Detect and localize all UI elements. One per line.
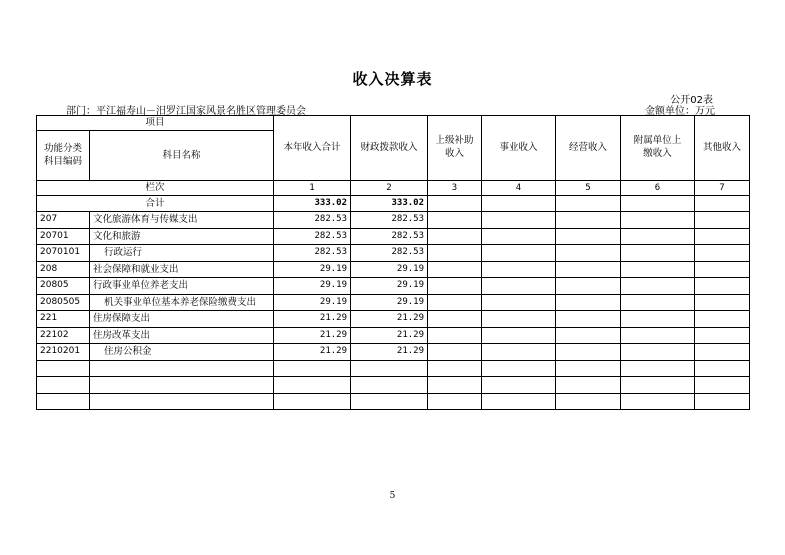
table-row <box>37 311 750 328</box>
amount-cell <box>482 261 556 278</box>
column-number: 5 <box>556 181 621 196</box>
amount-cell <box>556 261 621 278</box>
header-business-income: 事业收入 <box>482 116 556 181</box>
subject-name-cell: 住房公积金 <box>90 344 274 361</box>
column-index-row <box>37 181 750 196</box>
amount-cell: 21.29 <box>351 327 428 344</box>
total-value: 333.02 <box>351 196 428 212</box>
function-code-cell <box>37 360 90 377</box>
header-item: 项目 <box>37 116 274 131</box>
subject-name-cell: 行政事业单位养老支出 <box>90 278 274 295</box>
amount-cell <box>695 294 750 311</box>
amount-cell <box>621 278 695 295</box>
subject-name-cell <box>90 377 274 394</box>
amount-cell <box>695 327 750 344</box>
amount-cell <box>428 245 482 262</box>
amount-cell: 282.53 <box>274 212 351 229</box>
subject-name-cell: 住房保障支出 <box>90 311 274 328</box>
amount-cell <box>428 344 482 361</box>
amount-cell: 29.19 <box>351 261 428 278</box>
table-row <box>37 393 750 410</box>
header-other-income: 其他收入 <box>695 116 750 181</box>
column-number: 3 <box>428 181 482 196</box>
amount-cell <box>621 393 695 410</box>
function-code-cell: 2070101 <box>37 245 90 262</box>
header-function-code <box>37 131 90 181</box>
amount-cell <box>695 245 750 262</box>
function-code-cell: 2080505 <box>37 294 90 311</box>
amount-cell <box>556 344 621 361</box>
column-index-label: 栏次 <box>37 181 274 196</box>
total-value <box>556 196 621 212</box>
table-row <box>37 261 750 278</box>
amount-cell <box>556 377 621 394</box>
header-upper-subsidy-line2: 收入 <box>445 148 465 159</box>
amount-cell <box>482 228 556 245</box>
amount-cell <box>428 261 482 278</box>
header-function-code-line2: 科目编码 <box>43 155 82 167</box>
function-code-cell <box>37 377 90 394</box>
amount-cell: 21.29 <box>351 311 428 328</box>
amount-cell: 282.53 <box>351 228 428 245</box>
column-number: 7 <box>695 181 750 196</box>
amount-cell <box>556 393 621 410</box>
column-number: 6 <box>621 181 695 196</box>
header-affiliated-income <box>621 116 695 181</box>
amount-cell <box>482 360 556 377</box>
table-row <box>37 294 750 311</box>
function-code-cell: 208 <box>37 261 90 278</box>
amount-cell <box>428 278 482 295</box>
function-code-cell: 2210201 <box>37 344 90 361</box>
function-code-cell: 221 <box>37 311 90 328</box>
amount-cell <box>274 377 351 394</box>
amount-cell <box>621 360 695 377</box>
total-value <box>695 196 750 212</box>
header-function-code-line1: 功能分类 <box>43 142 82 154</box>
amount-cell <box>482 377 556 394</box>
amount-cell <box>621 344 695 361</box>
function-code-cell: 20701 <box>37 228 90 245</box>
amount-cell <box>621 327 695 344</box>
function-code-cell: 20805 <box>37 278 90 295</box>
header-operating-income: 经营收入 <box>556 116 621 181</box>
function-code-cell: 22102 <box>37 327 90 344</box>
amount-cell <box>482 245 556 262</box>
income-table <box>36 115 750 410</box>
amount-cell <box>482 278 556 295</box>
amount-cell <box>482 327 556 344</box>
amount-cell <box>428 228 482 245</box>
amount-cell <box>695 212 750 229</box>
table-row <box>37 278 750 295</box>
amount-cell <box>556 327 621 344</box>
amount-cell <box>351 360 428 377</box>
amount-cell <box>556 278 621 295</box>
amount-cell <box>695 278 750 295</box>
total-value: 333.02 <box>274 196 351 212</box>
department-label: 部门：平江福寿山－汨罗江国家风景名胜区管理委员会 <box>66 106 306 117</box>
table-row <box>37 228 750 245</box>
page-number: 5 <box>389 491 396 501</box>
total-label: 合计 <box>37 196 274 212</box>
amount-unit-label: 金额单位：万元 <box>645 106 715 117</box>
amount-cell: 29.19 <box>351 278 428 295</box>
table-row <box>37 377 750 394</box>
amount-cell <box>556 294 621 311</box>
table-row <box>37 344 750 361</box>
header-fiscal-income: 财政拨款收入 <box>351 116 428 181</box>
amount-cell <box>695 360 750 377</box>
amount-cell <box>428 327 482 344</box>
amount-cell <box>482 393 556 410</box>
amount-cell: 29.19 <box>351 294 428 311</box>
table-row <box>37 360 750 377</box>
amount-cell: 29.19 <box>274 278 351 295</box>
subject-name-cell: 机关事业单位基本养老保险缴费支出 <box>90 294 274 311</box>
amount-cell <box>482 311 556 328</box>
subject-name-cell: 社会保障和就业支出 <box>90 261 274 278</box>
table-row <box>37 212 750 229</box>
total-value <box>621 196 695 212</box>
amount-cell <box>621 212 695 229</box>
total-value <box>482 196 556 212</box>
amount-cell <box>695 228 750 245</box>
amount-cell <box>621 377 695 394</box>
amount-cell <box>482 212 556 229</box>
header-total-income: 本年收入合计 <box>274 116 351 181</box>
amount-cell <box>621 245 695 262</box>
total-value <box>428 196 482 212</box>
subject-name-cell: 文化和旅游 <box>90 228 274 245</box>
amount-cell <box>621 311 695 328</box>
amount-cell <box>428 377 482 394</box>
column-number: 1 <box>274 181 351 196</box>
amount-cell: 282.53 <box>351 212 428 229</box>
amount-cell <box>274 360 351 377</box>
table-row <box>37 245 750 262</box>
amount-cell <box>695 261 750 278</box>
header-affiliated-line1: 附属单位上 <box>633 135 682 147</box>
function-code-cell: 207 <box>37 212 90 229</box>
subject-name-cell <box>90 393 274 410</box>
form-number: 公开02表 <box>670 95 713 106</box>
subject-name-cell: 行政运行 <box>90 245 274 262</box>
amount-cell <box>621 294 695 311</box>
amount-cell <box>556 228 621 245</box>
amount-cell: 21.29 <box>351 344 428 361</box>
function-code-cell <box>37 393 90 410</box>
amount-cell <box>482 344 556 361</box>
amount-cell: 282.53 <box>274 228 351 245</box>
amount-cell <box>695 377 750 394</box>
header-affiliated-line2: 缴收入 <box>643 148 672 159</box>
amount-cell <box>695 344 750 361</box>
subject-name-cell: 文化旅游体育与传媒支出 <box>90 212 274 229</box>
amount-cell <box>428 311 482 328</box>
amount-cell <box>556 360 621 377</box>
amount-cell <box>556 245 621 262</box>
amount-cell: 282.53 <box>351 245 428 262</box>
total-row <box>37 196 750 212</box>
amount-cell <box>428 294 482 311</box>
amount-cell <box>428 393 482 410</box>
amount-cell <box>621 261 695 278</box>
amount-cell: 29.19 <box>274 261 351 278</box>
amount-cell <box>695 311 750 328</box>
column-number: 4 <box>482 181 556 196</box>
amount-cell <box>351 393 428 410</box>
report-title: 收入决算表 <box>352 70 433 88</box>
subject-name-cell: 住房改革支出 <box>90 327 274 344</box>
amount-cell <box>428 360 482 377</box>
amount-cell: 21.29 <box>274 327 351 344</box>
amount-cell <box>351 377 428 394</box>
amount-cell: 21.29 <box>274 344 351 361</box>
subject-name-cell <box>90 360 274 377</box>
amount-cell <box>428 212 482 229</box>
amount-cell <box>482 294 556 311</box>
amount-cell: 21.29 <box>274 311 351 328</box>
header-row-item <box>37 116 750 131</box>
amount-cell <box>695 393 750 410</box>
amount-cell: 29.19 <box>274 294 351 311</box>
amount-cell <box>274 393 351 410</box>
header-upper-subsidy <box>428 116 482 181</box>
amount-cell <box>621 228 695 245</box>
amount-cell <box>556 311 621 328</box>
amount-cell: 282.53 <box>274 245 351 262</box>
header-subject-name: 科目名称 <box>90 131 274 181</box>
amount-cell <box>556 212 621 229</box>
header-upper-subsidy-line1: 上级补助 <box>435 135 474 147</box>
table-row <box>37 327 750 344</box>
column-number: 2 <box>351 181 428 196</box>
